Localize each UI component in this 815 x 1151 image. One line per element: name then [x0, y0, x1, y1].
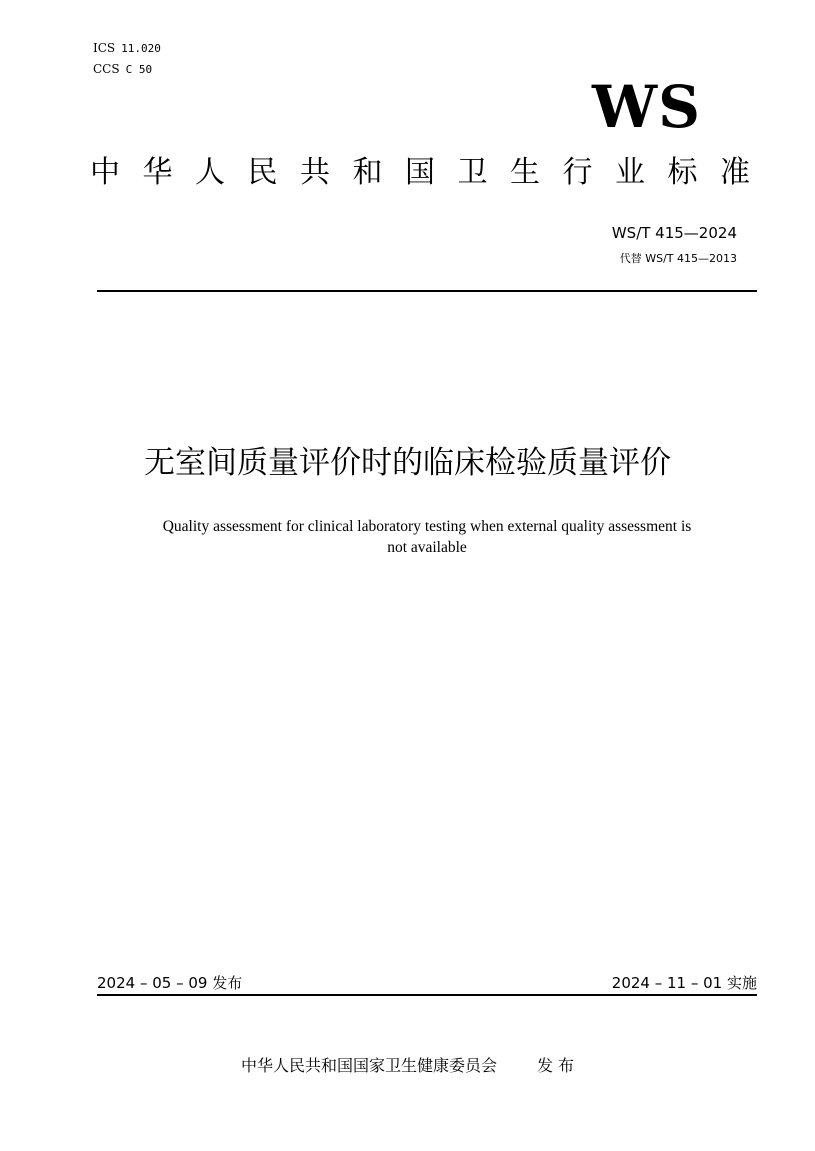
ws-logo: WS: [591, 73, 701, 141]
document-title-english: [97, 516, 757, 558]
header-divider: [97, 290, 757, 292]
ccs-label: CCS: [93, 62, 120, 76]
publisher-action: 发 布: [536, 1056, 575, 1075]
standard-type-char: 准: [720, 155, 750, 190]
publisher-line: [0, 1053, 815, 1076]
footer-divider: [97, 994, 757, 996]
standard-type-heading: [90, 155, 750, 190]
ics-code: [93, 41, 161, 55]
document-title-chinese: 无室间质量评价时的临床检验质量评价: [144, 445, 671, 481]
issue-date: 2024 – 05 – 09 发布: [97, 974, 243, 992]
standard-type-char: 标: [667, 155, 698, 190]
replaces-standard: 代替 WS/T 415—2013: [619, 252, 737, 265]
standard-type-char: 生: [510, 155, 540, 190]
implementation-date: 2024 – 11 – 01 实施: [611, 974, 757, 992]
standard-type-char: 中: [90, 155, 120, 190]
publisher-name: 中华人民共和国国家卫生健康委员会: [240, 1056, 497, 1075]
standard-type-char: 行: [562, 155, 593, 190]
standard-type-char: 共: [300, 155, 330, 190]
standard-type-char: 业: [615, 155, 645, 190]
ics-value: 11.020: [121, 42, 161, 55]
standard-type-char: 人: [195, 155, 225, 190]
title-english-line: not available: [387, 539, 467, 556]
standard-type-char: 华: [142, 155, 173, 190]
standard-type-char: 国: [405, 155, 435, 190]
standard-type-char: 卫: [457, 155, 488, 190]
title-english-line: Quality assessment for clinical laboratory testing when external quality assessment is: [162, 518, 692, 535]
standard-number: WS/T 415—2024: [611, 224, 737, 242]
standard-type-char: 和: [352, 155, 383, 190]
ccs-code: [93, 62, 152, 76]
standard-type-char: 民: [247, 155, 278, 190]
ccs-value: C 50: [125, 63, 153, 76]
ics-label: ICS: [93, 41, 116, 55]
